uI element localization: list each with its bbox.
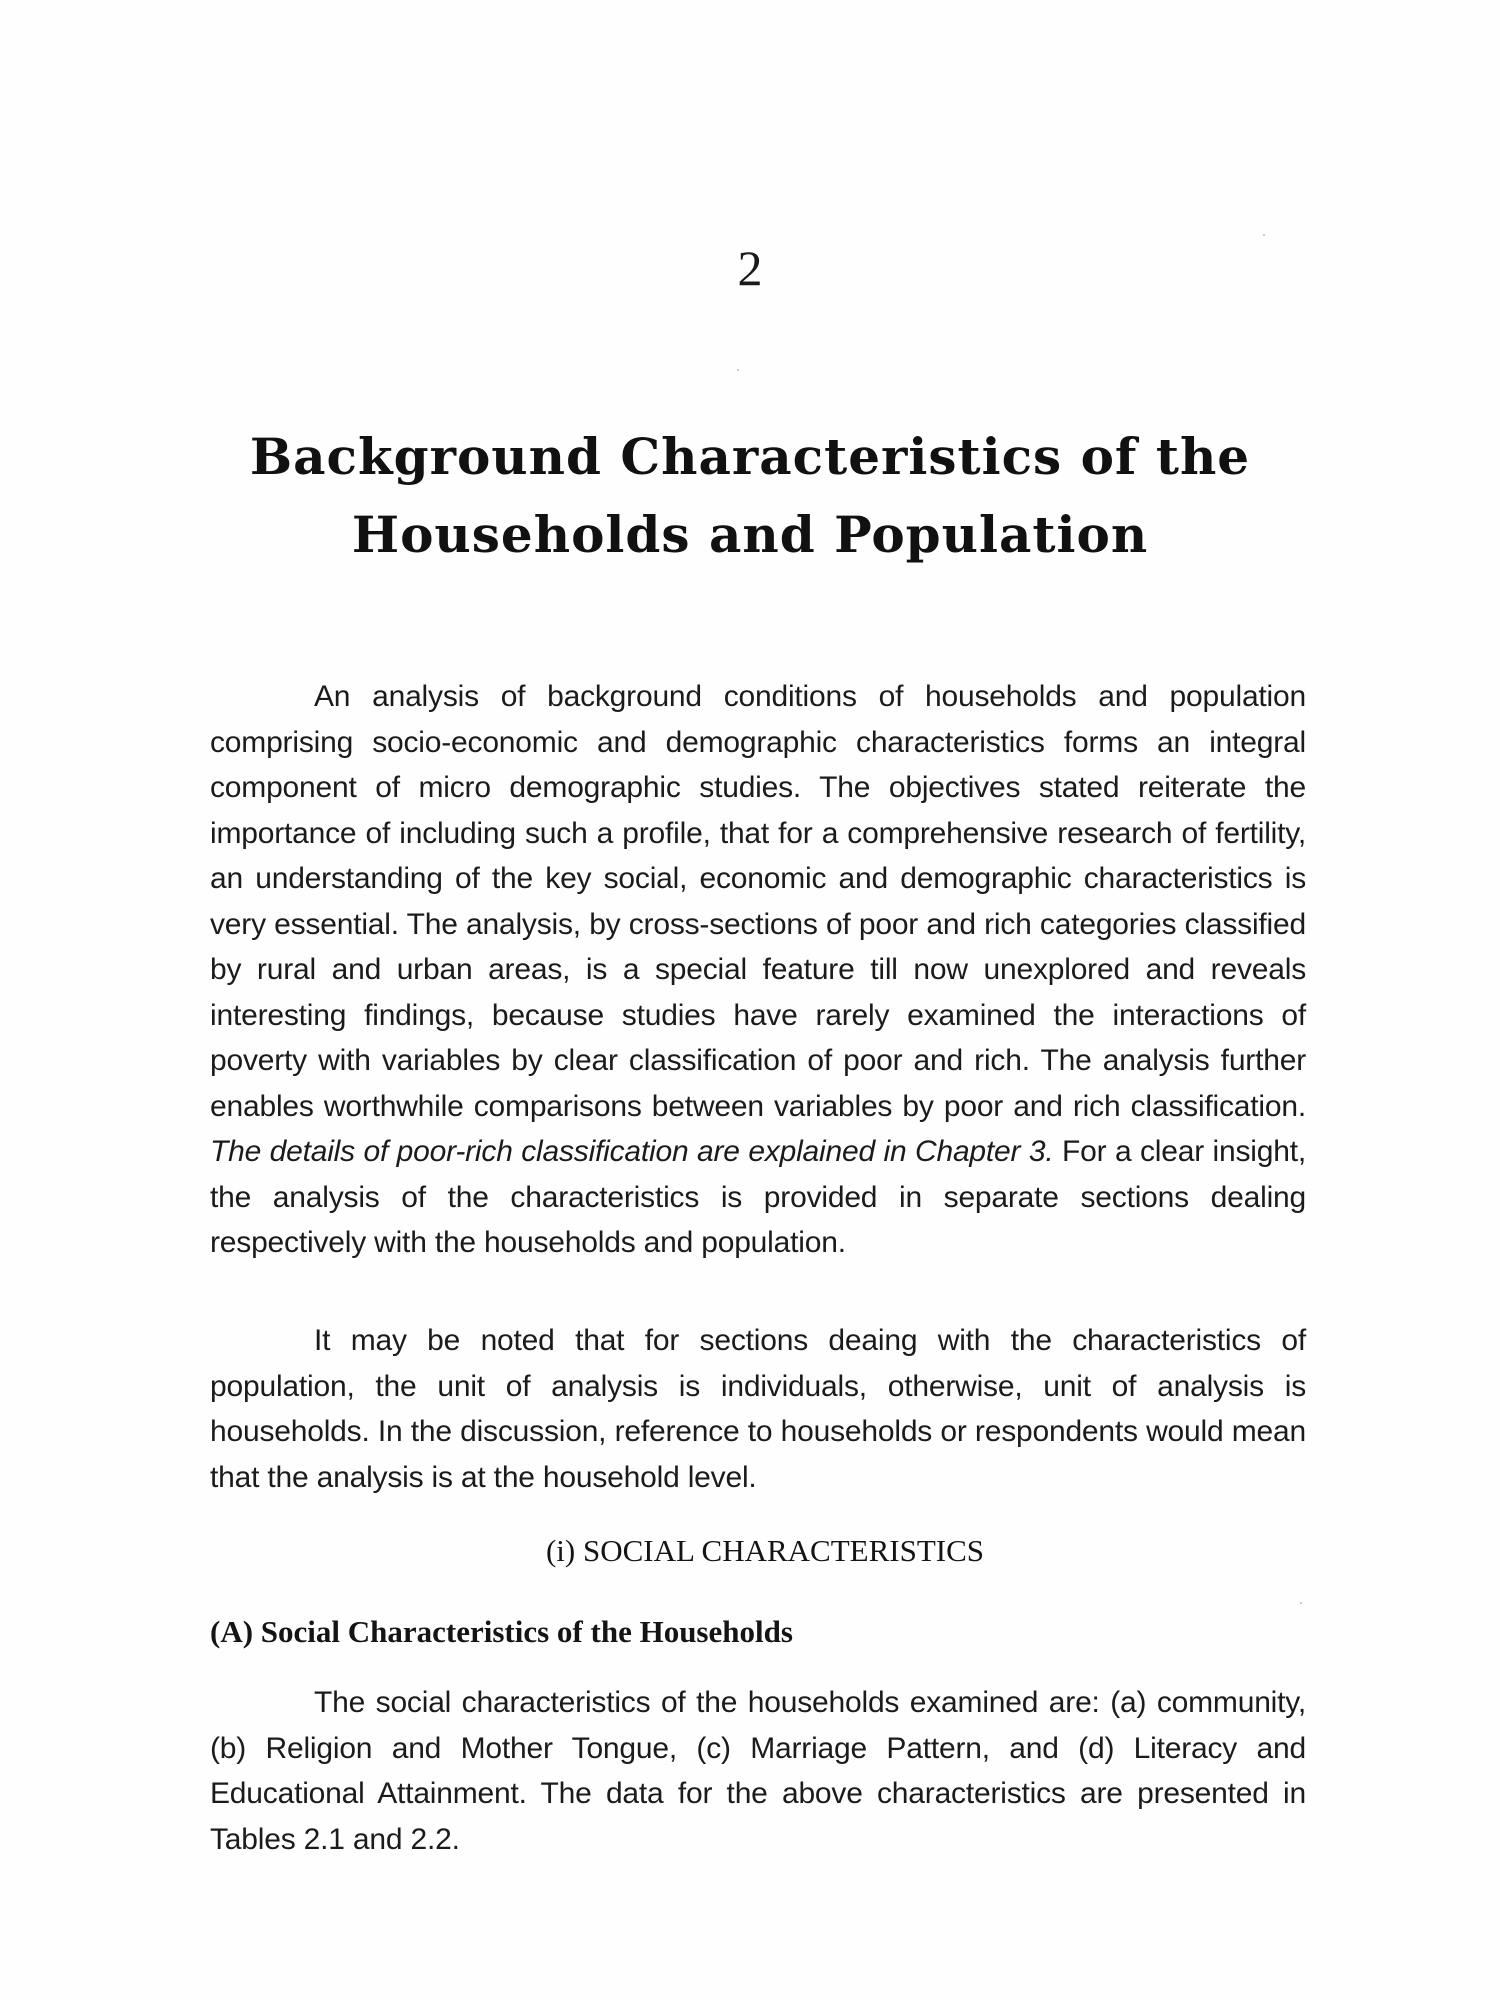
intro-paragraph	[210, 674, 1306, 1266]
intro-italic-note: The details of poor-rich classification are explained in Chapter 3.	[210, 1135, 1054, 1168]
scan-speck	[1263, 234, 1265, 236]
chapter-title-line-2: Households and Population	[351, 505, 1149, 564]
chapter-title-line-1: Background Characteristics of the	[249, 427, 1251, 486]
unit-note-paragraph-block	[210, 1318, 1306, 1500]
social-intro-paragraph: The social characteristics of the households examined are: (a) community, (b) Religion and Mother Tongue, (c) Marriage Pattern, and (d) Literacy and Educational Attainment. The data for the above characteristics are presented in Tables 2.1 and 2.2.	[210, 1686, 1306, 1856]
intro-text-end: For a clear insight, the analysis of the characteristics is provided in separate sections dealing respectively with the households and population.	[210, 1135, 1307, 1259]
chapter-title	[0, 418, 1500, 574]
scan-speck	[737, 369, 739, 371]
social-intro-paragraph-block	[210, 1680, 1306, 1862]
intro-text: An analysis of background conditions of households and population comprising socio-economic and demographic characteristics forms an integral component of micro demographic studies. The objectives stated reiterate the importance of including such a profile, that for a comprehensive research of fertility, an understanding of the key social, economic and demographic characteristics is very essential. The analysis, by cross-sections of poor and rich categories classified by rural and urban areas, is a special feature till now unexplored and reveals interesting findings, because studies have rarely examined the interactions of poverty with variables by clear classification of poor and rich. The analysis further enables worthwhile comparisons between variables by poor and rich classification.	[210, 680, 1306, 1123]
scan-speck	[1300, 1602, 1302, 1604]
chapter-number: 2	[737, 240, 763, 296]
unit-note-paragraph: It may be noted that for sections deaing with the characteristics of population, the unit of analysis is individuals, otherwise, unit of analysis is households. In the discussion, reference to households or respondents would mean that the analysis is at the household level.	[210, 1324, 1306, 1494]
section-heading: (i) SOCIAL CHARACTERISTICS	[545, 1533, 985, 1568]
subsection-heading: (A) Social Characteristics of the Households	[210, 1614, 793, 1649]
intro-paragraph-block	[210, 674, 1306, 1266]
